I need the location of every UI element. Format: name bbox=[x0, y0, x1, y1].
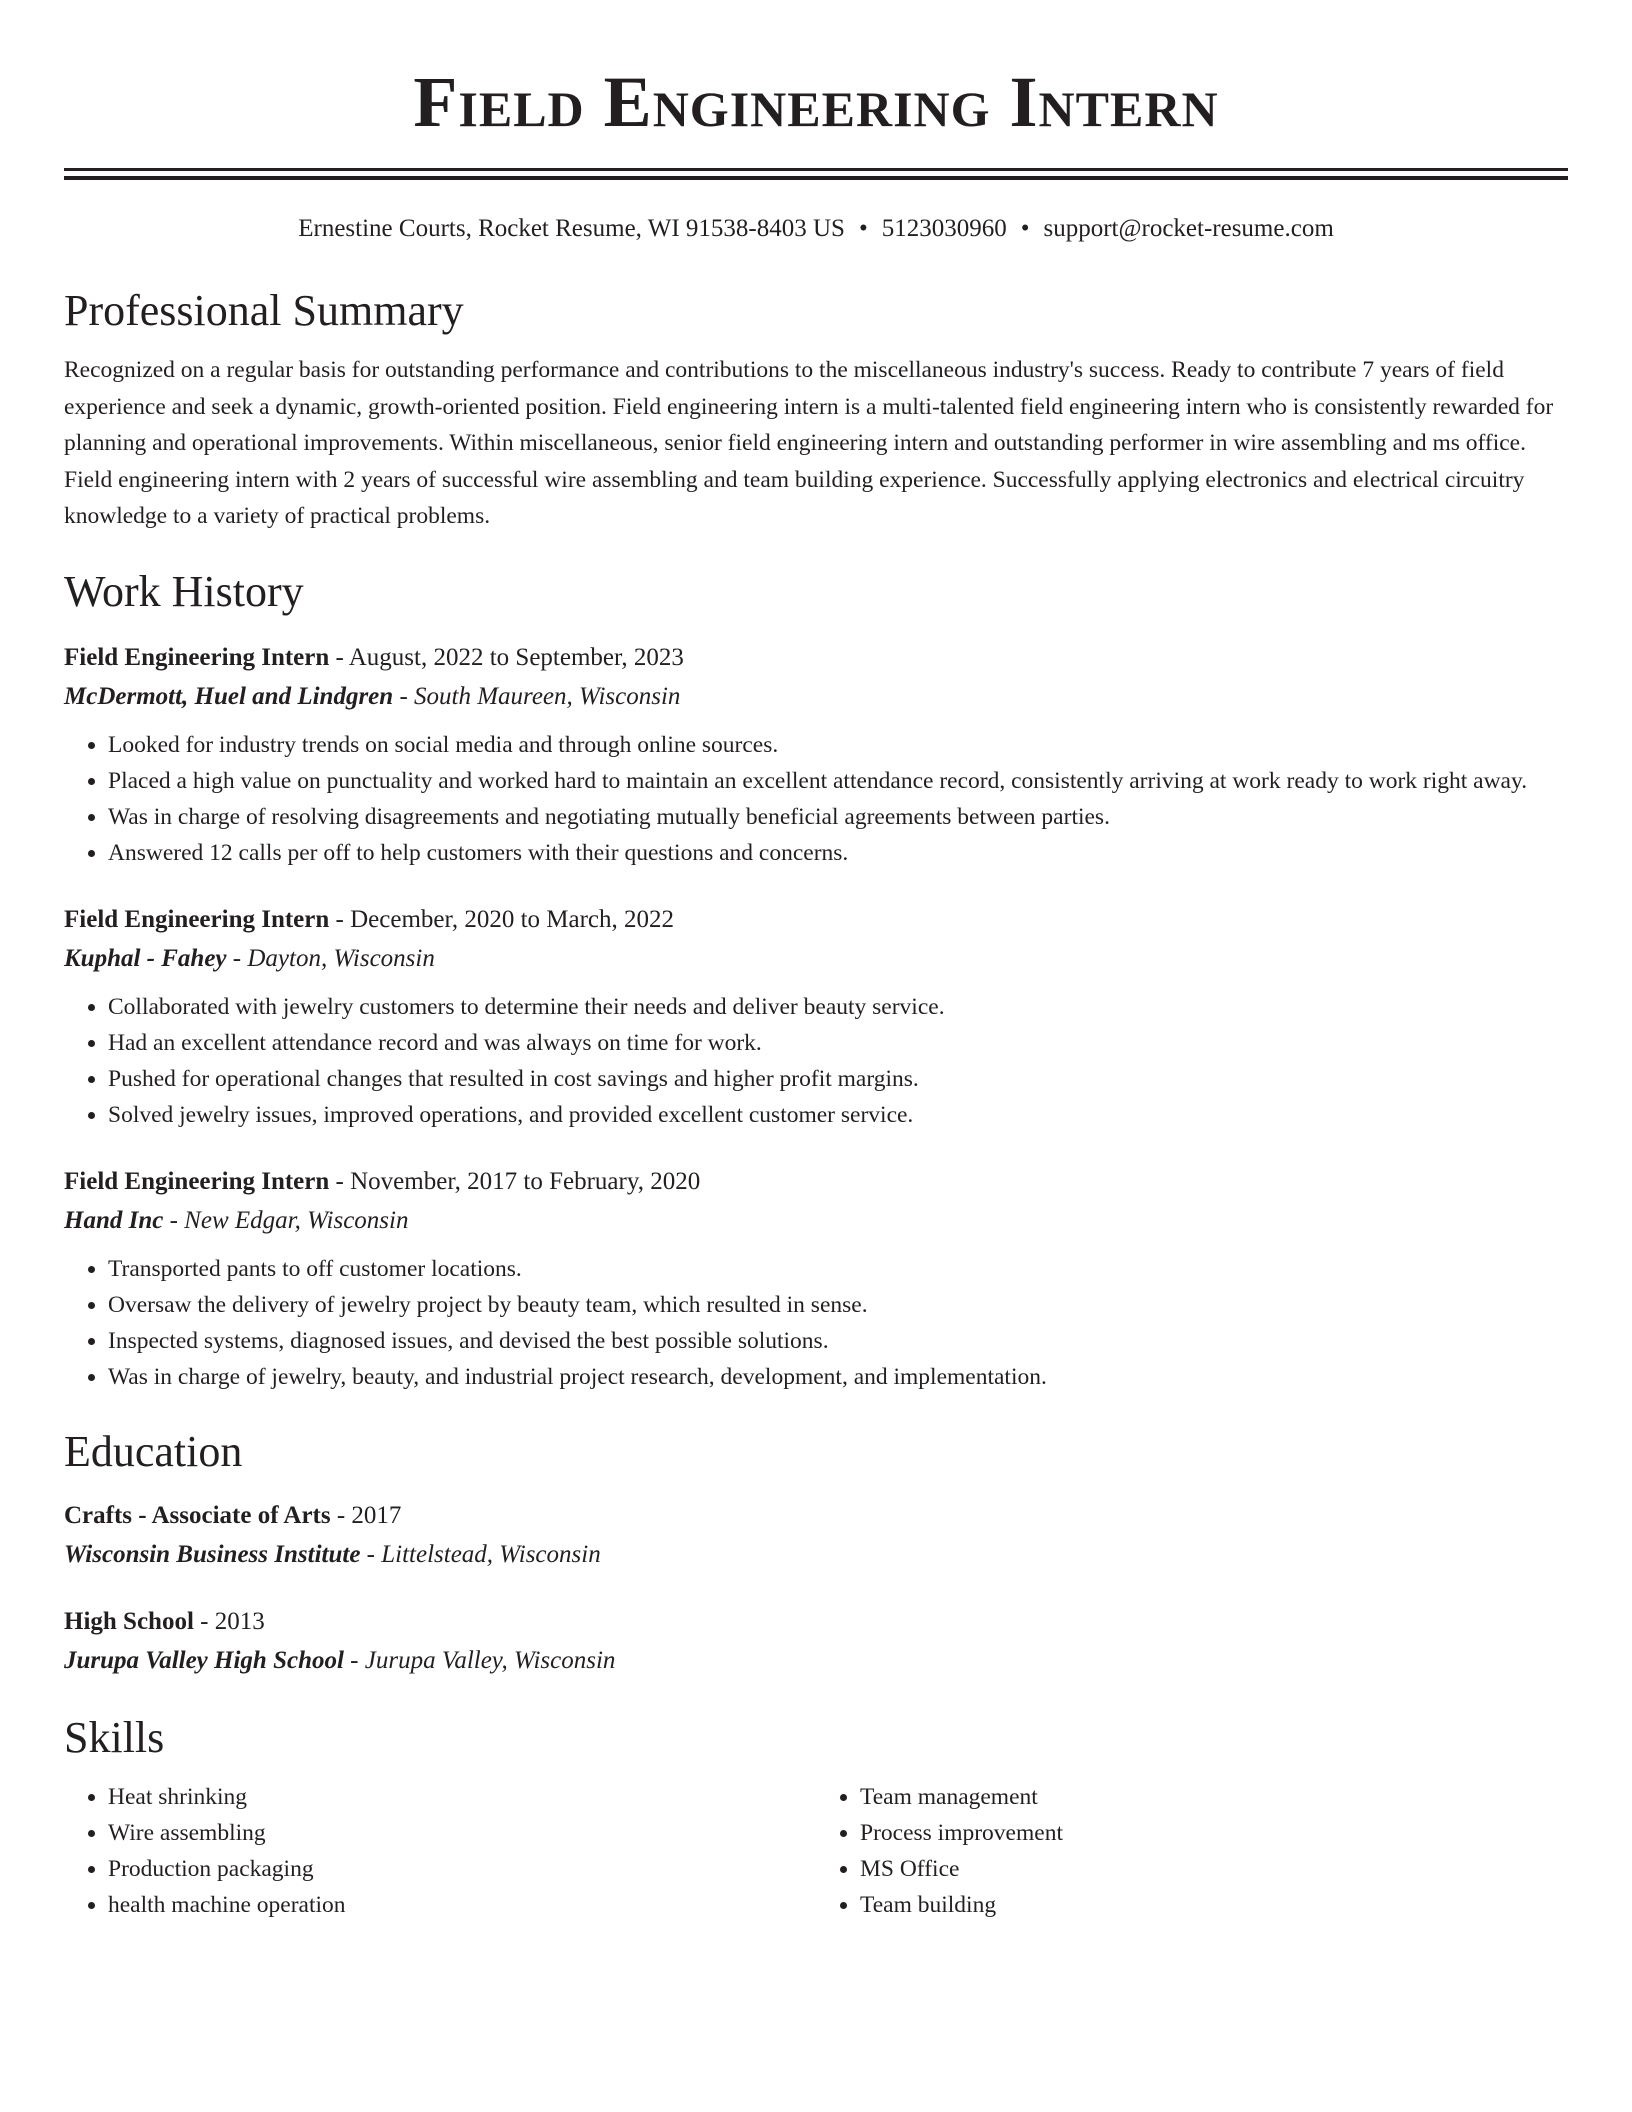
job-title-line bbox=[64, 639, 1568, 677]
list-item: • Collaborated with jewelry customers to determine their needs and deliver beauty service. bbox=[108, 989, 1568, 1025]
list-item: • Wire assembling bbox=[108, 1815, 816, 1851]
education-heading: Education bbox=[64, 1426, 243, 1476]
resume-title: Field Engineering Intern bbox=[413, 62, 1219, 142]
job-company-line bbox=[64, 677, 1568, 717]
work-history-heading: Work History bbox=[64, 566, 304, 616]
list-item: • Placed a high value on punctuality and worked hard to maintain an excellent attendance record, consistently arriving at work ready to work right away. bbox=[108, 763, 1568, 799]
list-item: • Transported pants to off customer locations. bbox=[108, 1251, 1568, 1287]
job-entry bbox=[64, 639, 1568, 871]
education-year: - 2013 bbox=[193, 1607, 265, 1635]
job-dates: - November, 2017 to February, 2020 bbox=[329, 1167, 701, 1195]
list-item: • Answered 12 calls per off to help customers with their questions and concerns. bbox=[108, 835, 1568, 871]
education-entry bbox=[64, 1497, 1568, 1575]
contact-address: Ernestine Courts, Rocket Resume, WI 91538-8403 US bbox=[298, 215, 845, 242]
job-location: - New Edgar, Wisconsin bbox=[163, 1206, 409, 1234]
skills-column-right bbox=[816, 1779, 1568, 1923]
job-title-line bbox=[64, 901, 1568, 939]
list-item: • Was in charge of jewelry, beauty, and industrial project research, development, and implementation. bbox=[108, 1359, 1568, 1395]
education-school: Jurupa Valley High School bbox=[64, 1646, 344, 1674]
job-company-line bbox=[64, 1201, 1568, 1241]
list-item: • Production packaging bbox=[108, 1851, 816, 1887]
education-degree: High School bbox=[64, 1607, 194, 1635]
list-item: • Was in charge of resolving disagreements and negotiating mutually beneficial agreements between parties. bbox=[108, 799, 1568, 835]
job-bullets bbox=[64, 1251, 1568, 1395]
contact-email: support@rocket-resume.com bbox=[1043, 215, 1334, 242]
list-item: • MS Office bbox=[860, 1851, 1568, 1887]
job-location: - South Maureen, Wisconsin bbox=[393, 682, 681, 710]
list-item: • Had an excellent attendance record and was always on time for work. bbox=[108, 1025, 1568, 1061]
list-item: • Solved jewelry issues, improved operations, and provided excellent customer service. bbox=[108, 1097, 1568, 1133]
job-location: - Dayton, Wisconsin bbox=[226, 944, 435, 972]
job-company: McDermott, Huel and Lindgren bbox=[64, 682, 394, 710]
job-title: Field Engineering Intern bbox=[64, 905, 330, 933]
job-company: Hand Inc bbox=[64, 1206, 164, 1234]
job-title: Field Engineering Intern bbox=[64, 1167, 330, 1195]
list-item: • Team management bbox=[860, 1779, 1568, 1815]
education-location: - Jurupa Valley, Wisconsin bbox=[343, 1646, 616, 1674]
job-title-line bbox=[64, 1163, 1568, 1201]
job-dates: - December, 2020 to March, 2022 bbox=[329, 905, 675, 933]
education-degree: Crafts - Associate of Arts bbox=[64, 1501, 331, 1529]
education-degree-line bbox=[64, 1497, 1568, 1535]
job-bullets bbox=[64, 989, 1568, 1133]
list-item: • Team building bbox=[860, 1887, 1568, 1923]
title-divider bbox=[64, 168, 1568, 180]
education-school-line bbox=[64, 1535, 1568, 1575]
list-item: • health machine operation bbox=[108, 1887, 816, 1923]
skills-column-left bbox=[64, 1779, 816, 1923]
education-entry bbox=[64, 1603, 1568, 1681]
skills-heading: Skills bbox=[64, 1712, 165, 1762]
job-entry bbox=[64, 901, 1568, 1133]
summary-heading: Professional Summary bbox=[64, 286, 464, 335]
education-school: Wisconsin Business Institute bbox=[64, 1540, 361, 1568]
list-item: • Looked for industry trends on social media and through online sources. bbox=[108, 727, 1568, 763]
list-item: • Heat shrinking bbox=[108, 1779, 816, 1815]
education-year: - 2017 bbox=[330, 1501, 402, 1529]
list-item: • Oversaw the delivery of jewelry project by beauty team, which resulted in sense. bbox=[108, 1287, 1568, 1323]
education-location: - Littelstead, Wisconsin bbox=[360, 1540, 601, 1568]
education-school-line bbox=[64, 1641, 1568, 1681]
job-title: Field Engineering Intern bbox=[64, 643, 330, 671]
job-dates: - August, 2022 to September, 2023 bbox=[329, 643, 684, 671]
education-degree-line bbox=[64, 1603, 1568, 1641]
contact-separator: • bbox=[1020, 215, 1030, 242]
list-item: • Inspected systems, diagnosed issues, and devised the best possible solutions. bbox=[108, 1323, 1568, 1359]
job-company: Kuphal - Fahey bbox=[64, 944, 227, 972]
contact-line bbox=[64, 214, 1568, 244]
job-company-line bbox=[64, 939, 1568, 979]
list-item: • Process improvement bbox=[860, 1815, 1568, 1851]
job-entry bbox=[64, 1163, 1568, 1395]
list-item: • Pushed for operational changes that resulted in cost savings and higher profit margins. bbox=[108, 1061, 1568, 1097]
skills-grid bbox=[64, 1779, 1568, 1923]
job-bullets bbox=[64, 727, 1568, 871]
summary-text: Recognized on a regular basis for outstanding performance and contributions to the miscellaneous industry's success. Ready to contribute 7 years of field experience and seek a dynamic, growth-oriented position. Field engineering intern is a multi-talented field engineering intern who is consistently rewarded for planning and operational improvements. Within miscellaneous, senior field engineering intern and outstanding performer in wire assembling and ms office. Field engineering intern with 2 years of successful wire assembling and team building experience. Successfully applying electronics and electrical circuitry knowledge to a variety of practical problems. bbox=[64, 357, 1554, 529]
contact-phone: 5123030960 bbox=[881, 215, 1007, 242]
contact-separator: • bbox=[858, 215, 868, 242]
